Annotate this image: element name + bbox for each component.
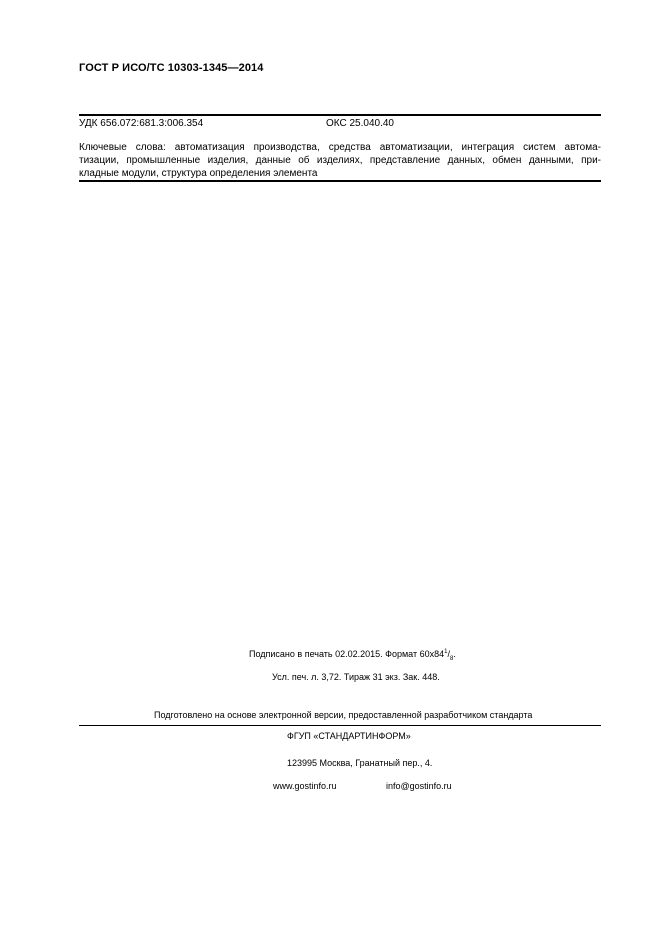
publisher-address: 123995 Москва, Гранатный пер., 4. xyxy=(287,758,433,768)
format-denominator: 8 xyxy=(449,655,454,662)
keywords-divider xyxy=(79,180,601,182)
keywords-paragraph xyxy=(79,141,601,180)
publisher-email: info@gostinfo.ru xyxy=(386,781,452,791)
publisher-website: www.gostinfo.ru xyxy=(273,781,337,791)
prepared-note: Подготовлено на основе электронной версии, предоставленной разработчиком стандарта xyxy=(154,710,533,720)
print-details: Усл. печ. л. 3,72. Тираж 31 экз. Зак. 448. xyxy=(272,672,440,682)
top-divider xyxy=(79,114,601,116)
signed-for-print: Подписано в печать 02.02.2015. Формат $60х84^1/_8$. xyxy=(249,649,456,662)
keywords-line: тизации, промышленные изделия, данные об изделиях, представление данных, обмен данными, при- xyxy=(79,155,601,166)
keywords-line: Ключевые слова: автоматизация производства, средства автоматизации, интеграция систем автома- xyxy=(79,142,601,153)
footer-divider xyxy=(79,725,601,726)
standard-code: ГОСТ Р ИСО/ТС 10303-1345—2014 xyxy=(79,62,264,74)
udk-code: УДК 656.072:681.3:006.354 xyxy=(79,118,204,129)
format-numerator: 1 xyxy=(444,649,448,655)
format-end: . xyxy=(453,649,456,659)
signed-text: Подписано в печать 02.02.2015. Формат 60х84 xyxy=(249,649,445,659)
publisher-name: ФГУП «СТАНДАРТИНФОРМ» xyxy=(287,731,411,741)
oks-code: ОКС 25.040.40 xyxy=(326,118,394,129)
keywords-line: кладные модули, структура определения элемента xyxy=(79,168,318,179)
